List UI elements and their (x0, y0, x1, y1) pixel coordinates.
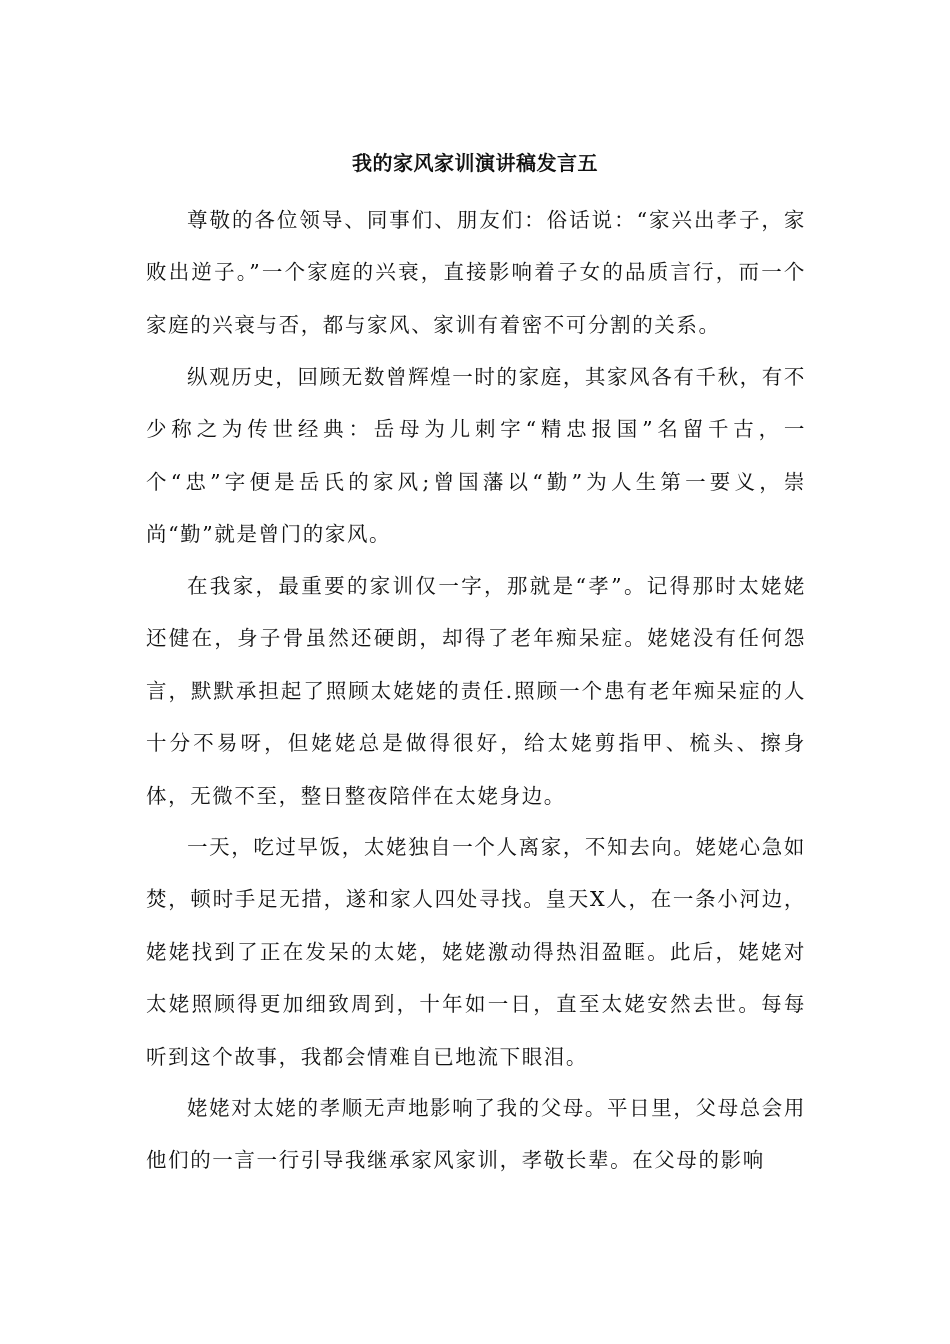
paragraph-3: 在我家，最重要的家训仅一字，那就是“孝”。记得那时太姥姥还健在，身子骨虽然还硬朗，却得了老年痴呆症。姥姥没有任何怨言，默默承担起了照顾太姥姥的责任.照顾一个患有老年痴呆症的人十分不易呀，但姥姥总是做得很好，给太姥剪指甲、梳头、擦身体，无微不至，整日整夜陪伴在太姥身边。 (146, 574, 806, 808)
document-title: 我的家风家训演讲稿发言五 (352, 151, 598, 175)
paragraph-2: 纵观历史，回顾无数曾辉煌一时的家庭，其家风各有千秋，有不少称之为传世经典：岳母为儿刺字“精忠报国”名留千古，一个“忠”字便是岳氏的家风;曾国藩以“勤”为人生第一要义，崇尚“勤”就是曾门的家风。 (146, 365, 806, 547)
paragraph-1: 尊敬的各位领导、同事们、朋友们：俗话说：“家兴出孝子，家败出逆子。”一个家庭的兴衰，直接影响着子女的品质言行，而一个家庭的兴衰与否，都与家风、家训有着密不可分割的关系。 (146, 208, 806, 337)
paragraph-4: 一天，吃过早饭，太姥独自一个人离家，不知去向。姥姥心急如焚，顿时手足无措，遂和家人四处寻找。皇天X人，在一条小河边，姥姥找到了正在发呆的太姥，姥姥激动得热泪盈眶。此后，姥姥对太姥照顾得更加细致周到，十年如一日，直至太姥安然去世。每每听到这个故事，我都会情难自已地流下眼泪。 (146, 835, 806, 1069)
paragraph-5: 姥姥对太姥的孝顺无声地影响了我的父母。平日里，父母总会用他们的一言一行引导我继承家风家训，孝敬长辈。在父母的影响 (146, 1096, 806, 1173)
